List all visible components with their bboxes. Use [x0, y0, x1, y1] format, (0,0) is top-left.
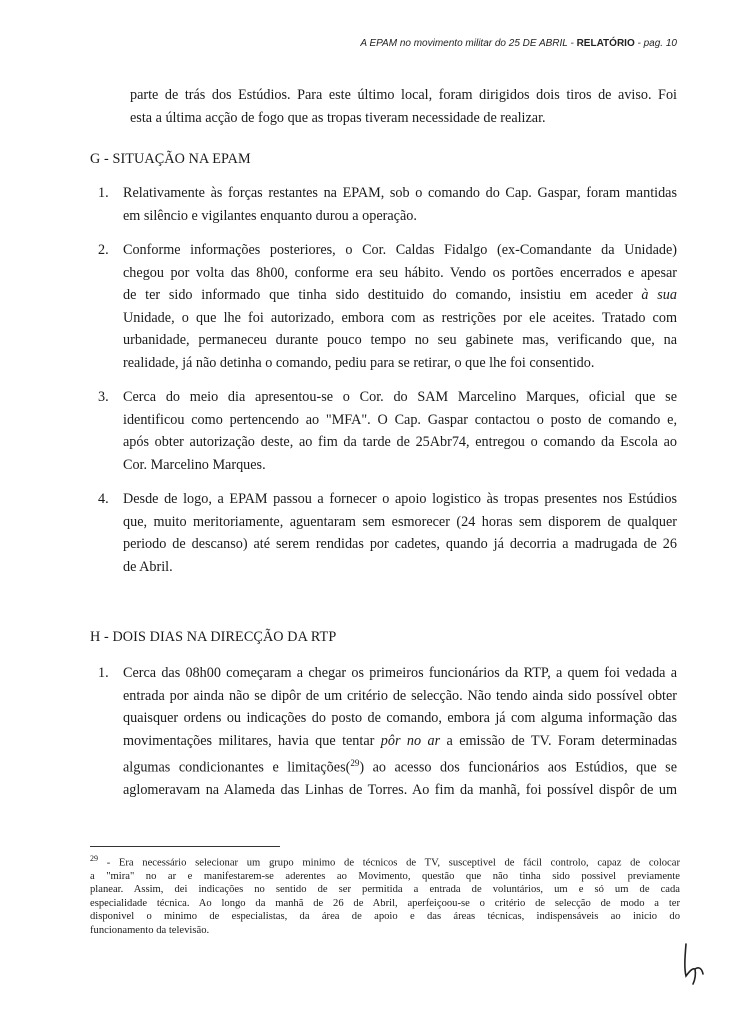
text-line: Desde de logo, a EPAM passou a fornecer o apoio logistico às tropas presentes nos Estúdios: [123, 491, 677, 507]
text-line: que, muito meritoriamente, aguentaram sem esmorecer (24 horas sem disporem de qualquer: [123, 513, 677, 530]
running-header: [360, 38, 677, 49]
text-segment: algumas condicionantes e limitações(: [123, 759, 351, 776]
text-line: realidade, já não detinha o comando, pediu para se retirar, o que lhe foi consentido.: [123, 354, 595, 371]
text-line: em silêncio e vigilantes enquanto durou a operação.: [123, 207, 417, 224]
text-line: Unidade, o que lhe foi autorizado, embora com as restrições por ele aceites. Tratado com: [123, 309, 677, 326]
footnote: [90, 852, 680, 937]
list-item-h1: [90, 662, 677, 802]
text-line: Conforme informações posteriores, o Cor. Caldas Fidalgo (ex-Comandante da Unidade): [123, 242, 677, 258]
text-segment: a emissão de TV. Foram determinadas: [440, 732, 677, 749]
text-line: chegou por volta das 8h00, conforme era seu hábito. Vendo os portões encerrados e apesar: [123, 264, 677, 281]
footnote-reference: 29: [350, 758, 360, 768]
text-line: parte de trás dos Estúdios. Para este último local, foram dirigidos dois tiros de aviso. Foi: [130, 87, 677, 103]
text-line: identificou como pertencendo ao "MFA". O Cap. Gaspar contactou o posto de comando e,: [123, 411, 677, 428]
footnote-line: a "mira" no ar e manifestarem-se aderentes ao Movimento, questão que não tinha sido possivel previamente: [90, 870, 680, 882]
footnote-line: [90, 852, 680, 870]
text-segment: - Era necessário selecionar um grupo minimo de técnicos de TV, susceptivel de fácil controlo, capaz de colocar: [98, 857, 680, 869]
text-line: Cerca das 08h00 começaram a chegar os primeiros funcionários da RTP, a quem foi vedada a: [123, 665, 677, 681]
text-segment: ) ao acesso dos funcionários aos Estúdios, que se: [359, 759, 677, 776]
text-line-with-footnote-ref: [123, 752, 677, 779]
text-line: periodo de descanso) até serem rendidas por cadetes, quando já decorria a madrugada de 26: [123, 536, 677, 552]
item-number: 1.: [98, 185, 109, 201]
item-number: 4.: [98, 491, 109, 507]
text-line: Relativamente às forças restantes na EPAM, sob o comando do Cap. Gaspar, foram mantidas: [123, 185, 677, 201]
footnote-line: planear. Assim, dei indicações no sentido de ser permitida a entrada de voluntários, um e só um de cada: [90, 884, 680, 896]
item-number: 1.: [98, 665, 109, 681]
list-item-g3: [90, 386, 677, 476]
text-line: aglomeravam na Alameda das Linhas de Torres. Ao fim da manhã, foi possível dispôr de um: [123, 782, 677, 799]
text-line: quaisquer ordens ou indicações do posto de comando, embora já com alguma informação das: [123, 710, 677, 726]
list-item-g2: [90, 239, 677, 374]
page-reference: - pag. 10: [634, 38, 677, 49]
footnote-line: especialidade técnica. Ao longo da manhã de 26 de Abril, aperfeiçoou-se o critério de selecção de modo a ter: [90, 897, 680, 909]
section-heading-g: G - SITUAÇÃO NA EPAM: [90, 151, 251, 167]
text-line: entrada por ainda não se dipôr de um critério de selecção. Não tendo ainda sido possível obter: [123, 687, 677, 704]
text-line: Cerca do meio dia apresentou-se o Cor. do SAM Marcelino Marques, oficial que se: [123, 389, 677, 405]
text-segment: de ter sido informado que tinha sido destituido do comando, insistiu em aceder: [123, 287, 642, 303]
text-line: urbanidade, permaneceu durante pouco tempo no seu gabinete mas, verificando que, na: [123, 332, 677, 348]
report-label: RELATÓRIO: [576, 38, 635, 49]
text-line: de Abril.: [123, 558, 173, 575]
footnote-line: funcionamento da televisão.: [90, 924, 210, 936]
footnote-divider: [90, 846, 280, 847]
emphasis-text: pôr no ar: [380, 732, 441, 749]
text-segment: movimentações militares, havia que tentar: [123, 732, 381, 749]
handwritten-initials: [680, 942, 710, 986]
text-line: após obter autorização deste, ao fim da tarde de 25Abr74, entregou o comando da Escola ao: [123, 434, 677, 450]
footnote-marker: 29: [90, 854, 98, 863]
list-item-g1: [90, 182, 677, 227]
item-number: 2.: [98, 242, 109, 258]
text-line: esta a última acção de fogo que as tropas tiveram necessidade de realizar.: [130, 109, 546, 126]
text-line-with-emphasis: [123, 730, 677, 753]
item-number: 3.: [98, 389, 109, 405]
text-line-with-emphasis: [123, 284, 677, 307]
list-item-g4: [90, 488, 677, 578]
text-line: Cor. Marcelino Marques.: [123, 456, 266, 473]
running-title: A EPAM no movimento militar do 25 DE ABRIL -: [360, 38, 577, 49]
footnote-line: disponivel o minimo de especialistas, da área de apoio e das áreas técnicas, indispensáveis ao inicio do: [90, 911, 680, 923]
emphasis-text: à sua: [641, 287, 677, 303]
continuation-paragraph: [130, 84, 677, 129]
section-heading-h: H - DOIS DIAS NA DIRECÇÃO DA RTP: [90, 629, 337, 645]
